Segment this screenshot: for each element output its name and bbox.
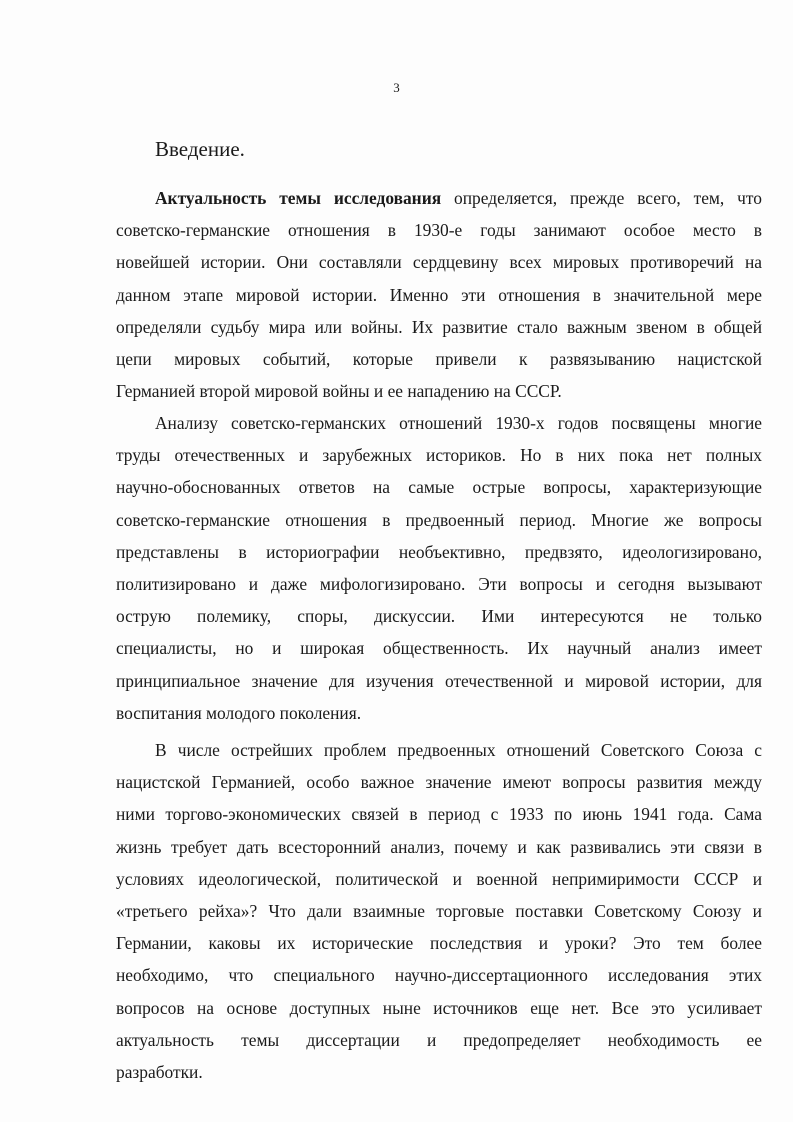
paragraph-line: данном этапе мировой истории. Именно эти отношения в значительной мере [116,284,762,305]
paragraph-line: нацистской Германией, особо важное значение имеют вопросы развития между [116,772,762,793]
paragraph-line: Анализу советско-германских отношений 1930-х годов посвящены многие [155,413,762,433]
bold-lead-text: Актуальность темы исследования [155,188,442,208]
paragraph-line: жизнь требует дать всесторонний анализ, почему и как развивались эти связи в [116,836,762,857]
paragraph-line: условиях идеологической, политической и военной непримиримости СССР и [116,868,762,889]
paragraph-line: «третьего рейха»? Что дали взаимные торговые поставки Советскому Союзу и [116,901,762,922]
paragraph-line: воспитания молодого поколения. [116,702,362,723]
line-rest-text: определяется, прежде всего, тем, что [441,188,762,208]
paragraph-line: представлены в историографии необъективно, предвзято, идеологизировано, [116,541,762,562]
paragraph-line [116,182,762,214]
paragraph-line: научно-обоснованных ответов на самые острые вопросы, характеризующие [116,477,762,498]
paragraph-line: разработки. [116,1062,203,1083]
paragraph-line: цепи мировых событий, которые привели к развязыванию нацистской [116,349,762,370]
paragraph-line: советско-германские отношения в предвоенный период. Многие же вопросы [116,509,762,530]
paragraph-line: определяли судьбу мира или войны. Их развитие стало важным звеном в общей [116,316,762,337]
paragraph-line: политизировано и даже мифологизировано. Эти вопросы и сегодня вызывают [116,574,762,595]
paragraph-line: ними торгово-экономических связей в период с 1933 по июнь 1941 года. Сама [116,804,762,825]
paragraph-line: В числе острейших проблем предвоенных отношений Советского Союза с [155,740,762,760]
paragraph-line: труды отечественных и зарубежных историков. Но в них пока нет полных [116,445,762,466]
paragraph-line: принципиальное значение для изучения отечественной и мировой истории, для [116,670,762,691]
section-heading: Введение. [155,137,245,161]
paragraph-line: советско-германские отношения в 1930-е годы занимают особое место в [116,220,762,241]
paragraph-line: актуальность темы диссертации и предопределяет необходимость ее [116,1029,762,1050]
paragraph-line: специалисты, но и широкая общественность. Их научный анализ имеет [116,638,762,659]
paragraph-line: необходимо, что специального научно-диссертационного исследования этих [116,965,762,986]
paragraph-line: Германией второй мировой войны и ее нападению на СССР. [116,381,562,402]
page-number: 3 [393,80,400,95]
paragraph-trade-relations [116,734,762,1088]
paragraph-historiography [116,407,762,729]
paragraph-line: Германии, каковы их исторические последствия и уроки? Это тем более [116,933,762,954]
paragraph-relevance [116,182,762,407]
paragraph-line: новейшей истории. Они составляли сердцевину всех мировых противоречий на [116,252,762,273]
paragraph-line: острую полемику, споры, дискуссии. Ими интересуются не только [116,606,762,627]
paragraph-line: вопросов на основе доступных ныне источников еще нет. Все это усиливает [116,997,762,1018]
